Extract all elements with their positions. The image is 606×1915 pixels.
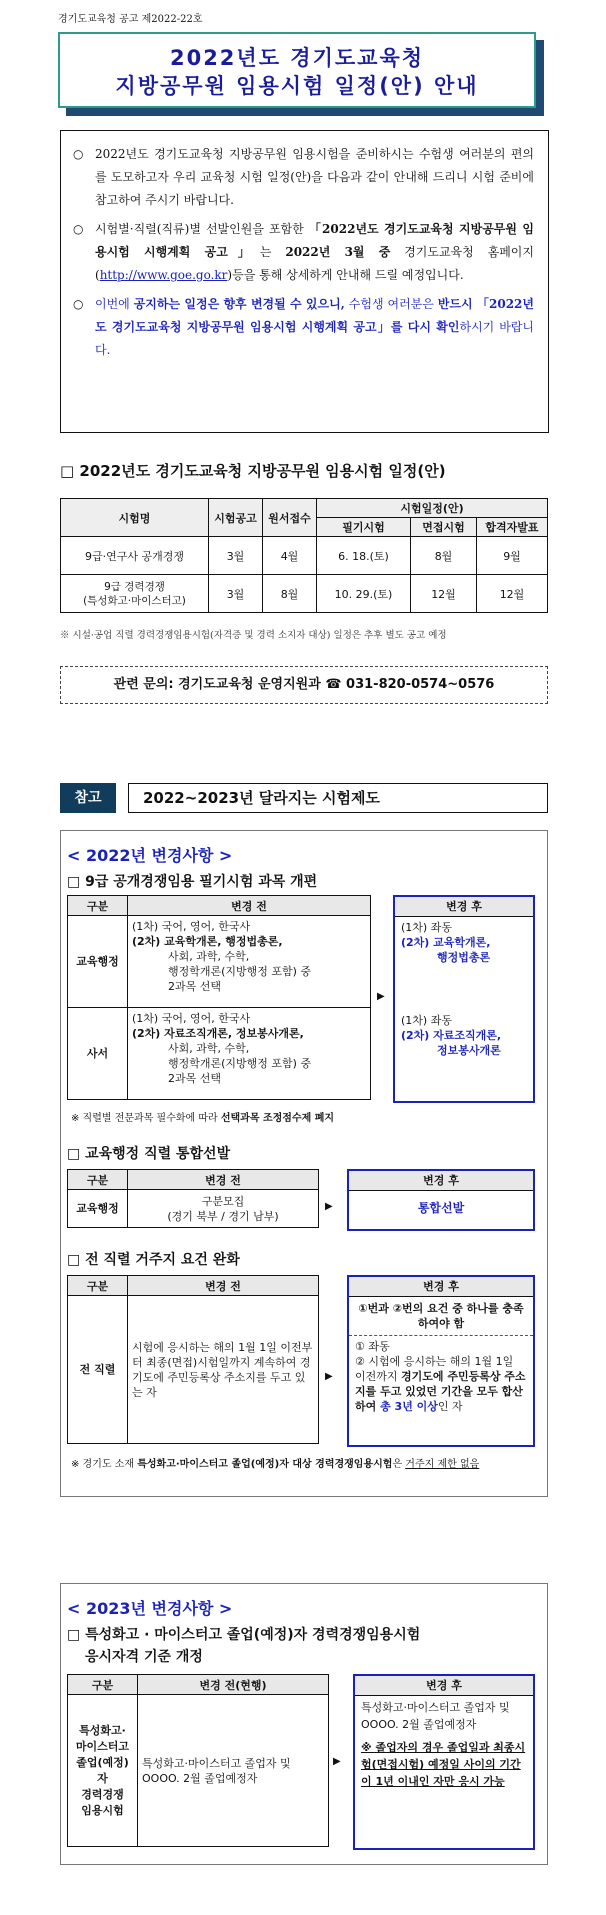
residence-note: ※ 경기도 소재 특성화고·마이스터고 졸업(예정)자 대상 경력경쟁임용시험은 거주지 제한 없음 xyxy=(71,1459,480,1470)
header-result: 합격자발표 xyxy=(477,518,548,537)
arrow-right-icon: ▶ xyxy=(377,991,385,1002)
integration-before-table: 구분 변경 전 교육행정 구분모집 (경기 북부 / 경기 남부) xyxy=(67,1169,319,1228)
year-2022-heading: < 2022년 변경사항 > xyxy=(67,846,233,865)
residence-after-box: 변경 후 ①번과 ②번의 요건 중 하나를 충족하여야 함 ① 좌동 ② 시험에 응시하는 해의 1월 1일 이전까지 경기도에 주민등록상 주소지를 두고 있었던 기간을 모두 합산하여 총 3년 이상인 자 xyxy=(347,1275,535,1447)
subject-before-table: 구분 변경 전 교육행정 (1차) 국어, 영어, 한국사 (2차) 교육학개론, 행정법총론, 사회, 과학, 수학, 행정학개론(지방행정 포함) 중 2과목 선택 사서 (1차) 국어, 영어, 한국사 (2차) 자료조직개론, 정보봉사개론, 사회, 과학, 수학, 행정학개론(지방행정 포함) 중 2과목 선택 xyxy=(67,895,371,1100)
intro-paragraph-3: ○ 이번에 공지하는 일정은 향후 변경될 수 있으니, 수험생 여러분은 반드시 「2022년도 경기도교육청 지방공무원 임용시험 시행계획 공고」를 다시 확인하시기 바랍니다. xyxy=(73,293,534,362)
schedule-heading: □ 2022년도 경기도교육청 지방공무원 임용시험 일정(안) xyxy=(60,462,446,480)
eligibility-after-box: 변경 후 특성화고·마이스터고 졸업자 및 OOOO. 2월 졸업예정자 ※ 졸업자의 경우 졸업일과 최종시험(면접시험) 예정일 사이의 기간이 1년 이내인 자만 응시 가능 xyxy=(353,1674,535,1850)
bullet-circle-icon: ○ xyxy=(73,297,84,311)
intro-box xyxy=(60,130,549,433)
header-notice: 시험공고 xyxy=(209,499,263,537)
title-banner xyxy=(58,32,536,108)
section-eligibility-heading-2: 응시자격 기준 개정 xyxy=(85,1649,203,1665)
header-apply: 원서접수 xyxy=(263,499,317,537)
section-subject-reform-heading: □ 9급 공개경쟁임용 필기시험 과목 개편 xyxy=(67,874,318,890)
table-row: 전 직렬 시험에 응시하는 해의 1월 1일 이전부터 최종(면접)시험일까지 계속하여 경기도에 주민등록상 주소지를 두고 있는 자 xyxy=(68,1296,319,1444)
arrow-right-icon: ▶ xyxy=(333,1756,341,1767)
eligibility-before-table: 구분 변경 전(현행) 특성화고· 마이스터고 졸업(예정)자 경력경쟁 임용시험 특성화고·마이스터고 졸업자 및 OOOO. 2월 졸업예정자 xyxy=(67,1674,329,1847)
title-line-2: 지방공무원 임용시험 일정(안) 안내 xyxy=(115,74,479,98)
integration-after-box: 변경 후 통합선발 xyxy=(347,1169,535,1231)
bullet-circle-icon: ○ xyxy=(73,147,84,161)
bullet-circle-icon: ○ xyxy=(73,222,84,236)
subject-after-box: 변경 후 (1차) 좌동 (2차) 교육학개론, 행정법총론 (1차) 좌동 (2차) 자료조직개론, 정보봉사개론 xyxy=(393,895,535,1103)
header-schedule-group: 시험일정(안) xyxy=(317,499,548,518)
arrow-right-icon: ▶ xyxy=(325,1201,333,1212)
section-residence-heading: □ 전 직렬 거주지 요건 완화 xyxy=(67,1252,240,1268)
header-interview: 면접시험 xyxy=(411,518,477,537)
header-exam-name: 시험명 xyxy=(61,499,209,537)
table-row: 교육행정 구분모집 (경기 북부 / 경기 남부) xyxy=(68,1190,319,1228)
reference-title: 2022~2023년 달라지는 시험제도 xyxy=(128,783,548,813)
title-line-1: 2022년도 경기도교육청 xyxy=(169,46,425,70)
section-eligibility-heading-1: □ 특성화고 · 마이스터고 졸업(예정)자 경력경쟁임용시험 xyxy=(67,1627,421,1643)
changes-2022-panel xyxy=(60,830,548,1497)
table-row: 특성화고· 마이스터고 졸업(예정)자 경력경쟁 임용시험 특성화고·마이스터고 졸업자 및 OOOO. 2월 졸업예정자 xyxy=(68,1695,329,1847)
reference-label: 참고 xyxy=(60,783,116,813)
table-row: 교육행정 (1차) 국어, 영어, 한국사 (2차) 교육학개론, 행정법총론, 사회, 과학, 수학, 행정학개론(지방행정 포함) 중 2과목 선택 xyxy=(68,916,371,1008)
subject-note: ※ 직렬별 전문과목 필수화에 따라 선택과목 조정점수제 폐지 xyxy=(71,1113,335,1124)
table-row: 사서 (1차) 국어, 영어, 한국사 (2차) 자료조직개론, 정보봉사개론, 사회, 과학, 수학, 행정학개론(지방행정 포함) 중 2과목 선택 xyxy=(68,1008,371,1100)
contact-box: 관련 문의: 경기도교육청 운영지원과 ☎ 031-820-0574~0576 xyxy=(60,666,548,704)
header-written: 필기시험 xyxy=(317,518,411,537)
homepage-link[interactable]: http://www.goe.go.kr xyxy=(99,268,228,282)
intro-paragraph-1: ○ 2022년도 경기도교육청 지방공무원 임용시험을 준비하시는 수험생 여러분의 편의를 도모하고자 우리 교육청 시험 일정(안)을 다음과 같이 안내해 드리니 시험 준비에 참고하여 주시기 바랍니다. xyxy=(73,143,534,212)
changes-2023-panel xyxy=(60,1583,548,1865)
notice-number: 경기도교육청 공고 제2022-22호 xyxy=(58,14,203,25)
arrow-right-icon: ▶ xyxy=(325,1371,333,1382)
table-row: 9급·연구사 공개경쟁 3월 4월 6. 18.(토) 8월 9월 xyxy=(61,537,548,575)
schedule-note: ※ 시설·공업 직렬 경력경쟁임용시험(자격증 및 경력 소지자 대상) 일정은 추후 별도 공고 예정 xyxy=(60,630,447,641)
schedule-table xyxy=(60,498,548,613)
table-row: 9급 경력경쟁 (특성화고·마이스터고) 3월 8월 10. 29.(토) 12월 12월 xyxy=(61,575,548,613)
section-integrated-selection-heading: □ 교육행정 직렬 통합선발 xyxy=(67,1146,231,1162)
intro-paragraph-2: ○ 시험별·직렬(직류)별 선발인원을 포함한 「2022년도 경기도교육청 지방공무원 임용시험 시행계획 공고」는 2022년 3월 중 경기도교육청 홈페이지(http://www.goe.go.kr)등을 통해 상세하게 안내해 드릴 예정입니다. xyxy=(73,218,534,287)
year-2023-heading: < 2023년 변경사항 > xyxy=(67,1599,233,1618)
residence-before-table: 구분 변경 전 전 직렬 시험에 응시하는 해의 1월 1일 이전부터 최종(면접)시험일까지 계속하여 경기도에 주민등록상 주소지를 두고 있는 자 xyxy=(67,1275,319,1444)
